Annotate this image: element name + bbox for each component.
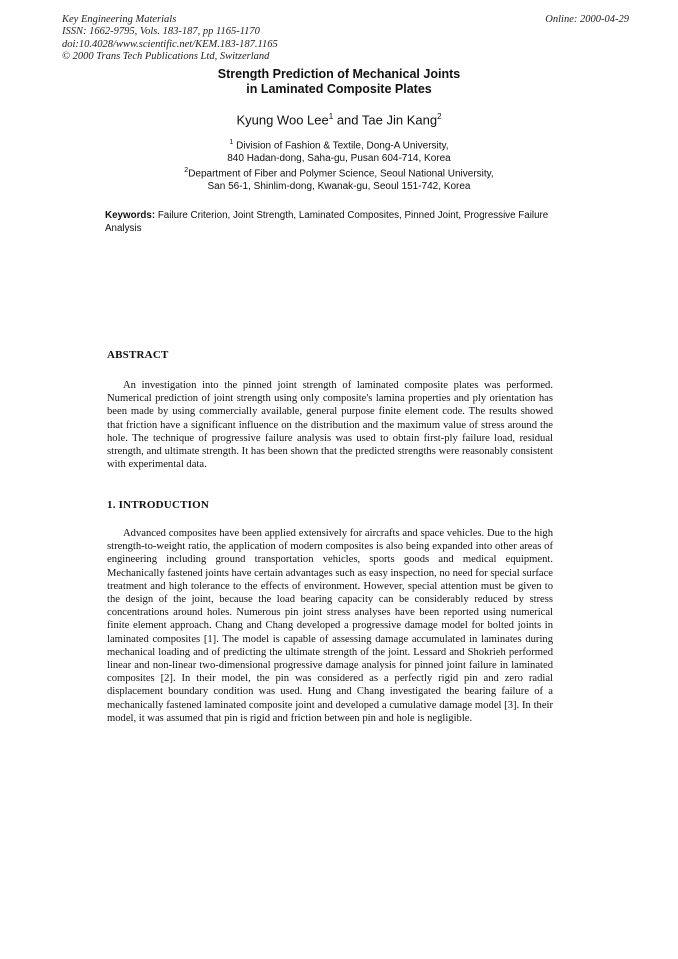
- keywords-label: Keywords:: [105, 210, 156, 221]
- author-2: Tae Jin Kang: [361, 112, 438, 128]
- keywords-block: [105, 210, 555, 235]
- affiliation-2-line-2: San 56-1, Shinlim-dong, Kwanak-gu, Seoul 151-742, Korea: [207, 181, 471, 193]
- author-2-mark: 2: [437, 112, 442, 121]
- introduction-body: Advanced composites have been applied extensively for aircrafts and space vehicles. Due to the high strength-to-weight ratio, the application of modern composites is also being expanded into other areas of engineering including ground transportation vehicles, sports goods and medical equipment. Mechanically fastened joints have certain advantages such as easy inspection, no need for special surface treatment and high tolerance to the effects of environment. However, special attention must be given to the design of the joint, because the load bearing capacity can be considerably reduced by stress concentrations around holes. Numerous pin joint stress analyses have been reported using numerical finite element approach. Chang and Chang developed a progressive damage model for bolted joints in laminated composites [1]. The model is capable of assessing damage accumulated in laminates during mechanical loading and of predicting the ultimate strength of the joint. Lessard and Shokrieh performed linear and non-linear two-dimensional progressive damage analysis for pinned joint failure in laminated composites [2]. In their model, the pin was considered as a perfectly rigid pin and zero radial displacement boundary condition was used. Hung and Chang investigated the bearing failure of a mechanically fastened laminated composite joint and developed a cumulative damage model [3]. In their model, it was assumed that pin is rigid and friction between pin and hole is negligible.: [107, 528, 553, 724]
- affiliation-2: [0, 164, 678, 193]
- author-1-mark: 1: [328, 112, 334, 121]
- abstract-heading: ABSTRACT: [107, 349, 169, 361]
- introduction-heading: 1. INTRODUCTION: [107, 499, 210, 511]
- keywords-text: Failure Criterion, Joint Strength, Laminated Composites, Pinned Joint, Progressive Failure Analysis: [105, 210, 549, 234]
- issn-line: ISSN: 1662-9795, Vols. 183-187, pp 1165-1170: [62, 26, 260, 38]
- affiliation-1: [0, 136, 678, 165]
- author-conjunction: and: [336, 112, 359, 128]
- abstract-body: An investigation into the pinned joint strength of laminated composite plates was performed. Numerical prediction of joint strength using only composite's lamina properties and ply orientation has been made by using commercially available, general purpose finite element code. The results showed that friction have a significant influence on the distribution and the maximum value of stress around the hole. The technique of progressive failure analysis was used to obtain first-ply failure load, residual strength, and ultimate strength. It has been shown that the predicted strengths were reasonably consistent with experimental data.: [107, 380, 553, 471]
- journal-name: Key Engineering Materials: [62, 14, 177, 25]
- affiliation-1-line-1: Division of Fashion & Textile, Dong-A University,: [236, 140, 449, 152]
- title-line-2: in Laminated Composite Plates: [246, 82, 432, 96]
- online-date: Online: 2000-04-29: [545, 14, 629, 25]
- affiliation-2-mark: 2: [184, 167, 189, 174]
- doi-line: doi:10.4028/www.scientific.net/KEM.183-187.1165: [62, 38, 278, 50]
- author-list: [0, 112, 678, 127]
- affiliation-1-mark: 1: [229, 139, 234, 146]
- title-line-1: Strength Prediction of Mechanical Joints: [217, 67, 461, 81]
- copyright-line: © 2000 Trans Tech Publications Ltd, Switzerland: [62, 51, 270, 63]
- affiliation-1-line-2: 840 Hadan-dong, Saha-gu, Pusan 604-714, Korea: [227, 153, 451, 165]
- publication-header: [62, 14, 278, 64]
- author-1: Kyung Woo Lee: [236, 112, 329, 128]
- paper-title: [0, 67, 678, 97]
- affiliation-2-line-1: Department of Fiber and Polymer Science, Seoul National University,: [188, 168, 494, 180]
